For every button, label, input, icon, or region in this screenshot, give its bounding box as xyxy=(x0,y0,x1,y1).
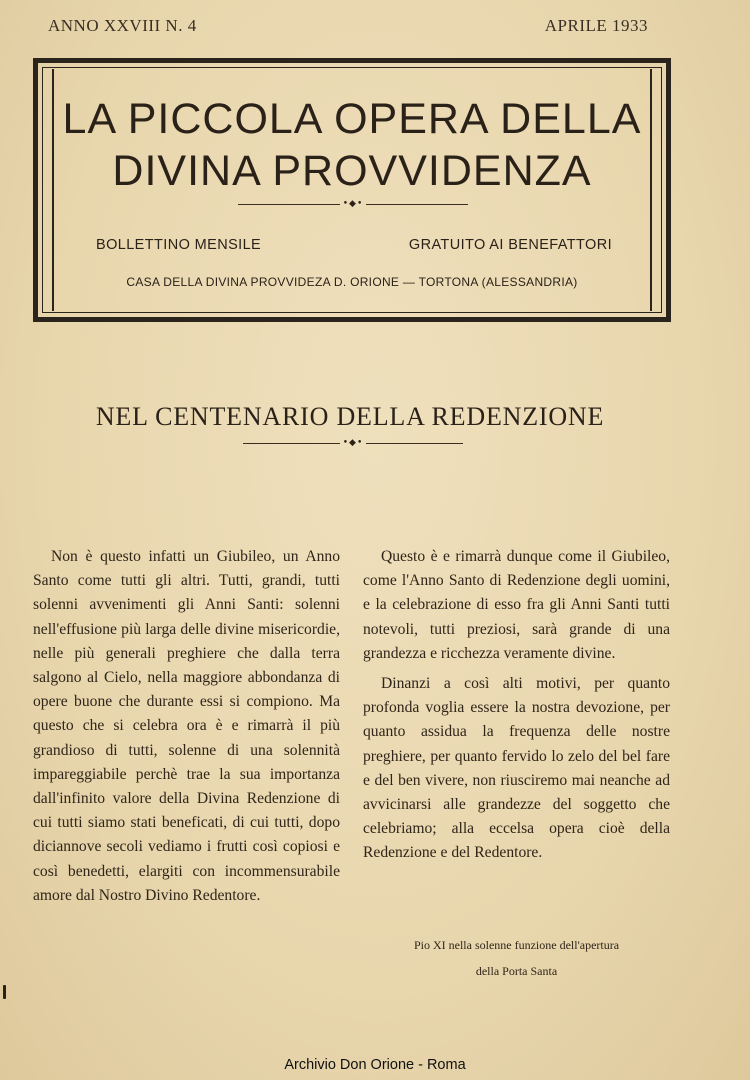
article-column-left xyxy=(33,545,340,908)
masthead-address: CASA DELLA DIVINA PROVVIDEZA D. ORIONE — TORTONA (ALESSANDRIA) xyxy=(126,275,578,289)
issue-number: ANNO XXVIII N. 4 xyxy=(48,16,197,35)
masthead-frame xyxy=(33,58,671,322)
page-edge-mark xyxy=(3,985,6,999)
masthead-title-line1: LA PICCOLA OPERA DELLA xyxy=(62,95,642,143)
subtitle-monthly-bulletin: BOLLETTINO MENSILE xyxy=(96,237,262,253)
issue-date: APRILE 1933 xyxy=(544,16,648,35)
subtitle-free-to-benefactors: GRATUITO AI BENEFATTORI xyxy=(408,237,612,253)
masthead-title-line2: DIVINA PROVVIDENZA xyxy=(112,147,592,195)
article-headline: NEL CENTENARIO DELLA REDENZIONE xyxy=(95,402,605,431)
masthead-subtitle-row xyxy=(96,237,612,253)
article-column-right xyxy=(363,545,670,866)
masthead-title xyxy=(38,93,666,197)
attribution-line-1: Pio XI nella solenne funzione dell'apertura xyxy=(413,938,620,952)
quote-attribution xyxy=(363,932,670,984)
attribution-line-2: della Porta Santa xyxy=(475,964,558,978)
masthead-ornament: •◆• xyxy=(238,199,468,209)
left-paragraph-1: Non è questo infatti un Giubileo, un Anno Santo come tutti gli altri. Tutti, grandi, tutti solenni avvenimenti gli Anni Santi: solenni nell'effusione più larga delle divine misericordie, nelle più generali preghiere che dalla terra salgono al Cielo, nella maggiore abbondanza di opere buone che durante essi si compiono. Ma questo che si celebra ora è e rimarrà il più grandioso di tutti, solenne di una solennità impareggiabile perchè trae la sua importanza dall'infinito valore della Divina Redenzione di cui tutti siamo stati beneficati, di cui tutti, dopo diciannove secoli vediamo i frutti così copiosi e così benedetti, elargiti con incommensurabile amore dal Nostro Divino Redentore. xyxy=(33,548,340,904)
headline-ornament: •◆• xyxy=(243,438,463,448)
right-paragraph-1: Questo è e rimarrà dunque come il Giubileo, come l'Anno Santo di Redenzione degli uomini, e la celebrazione di esso fra gli Anni Santi tutti notevoli, tutti preziosi, sarà grande di una grandezza e ricchezza veramente divine. xyxy=(363,548,670,662)
archive-watermark-label: Archivio Don Orione - Roma xyxy=(284,1057,466,1073)
right-paragraph-2: Dinanzi a così alti motivi, per quanto profonda voglia essere la nostra devozione, per quanto assidua la frequenza delle nostre preghiere, per quanto fervido lo zelo del bel fare e del ben vivere, non riusciremo mai neanche ad avvicinarsi alle grandezze del soggetto che celebriamo; alla eccelsa opera cioè della Redenzione e del Redentore. xyxy=(363,675,670,862)
